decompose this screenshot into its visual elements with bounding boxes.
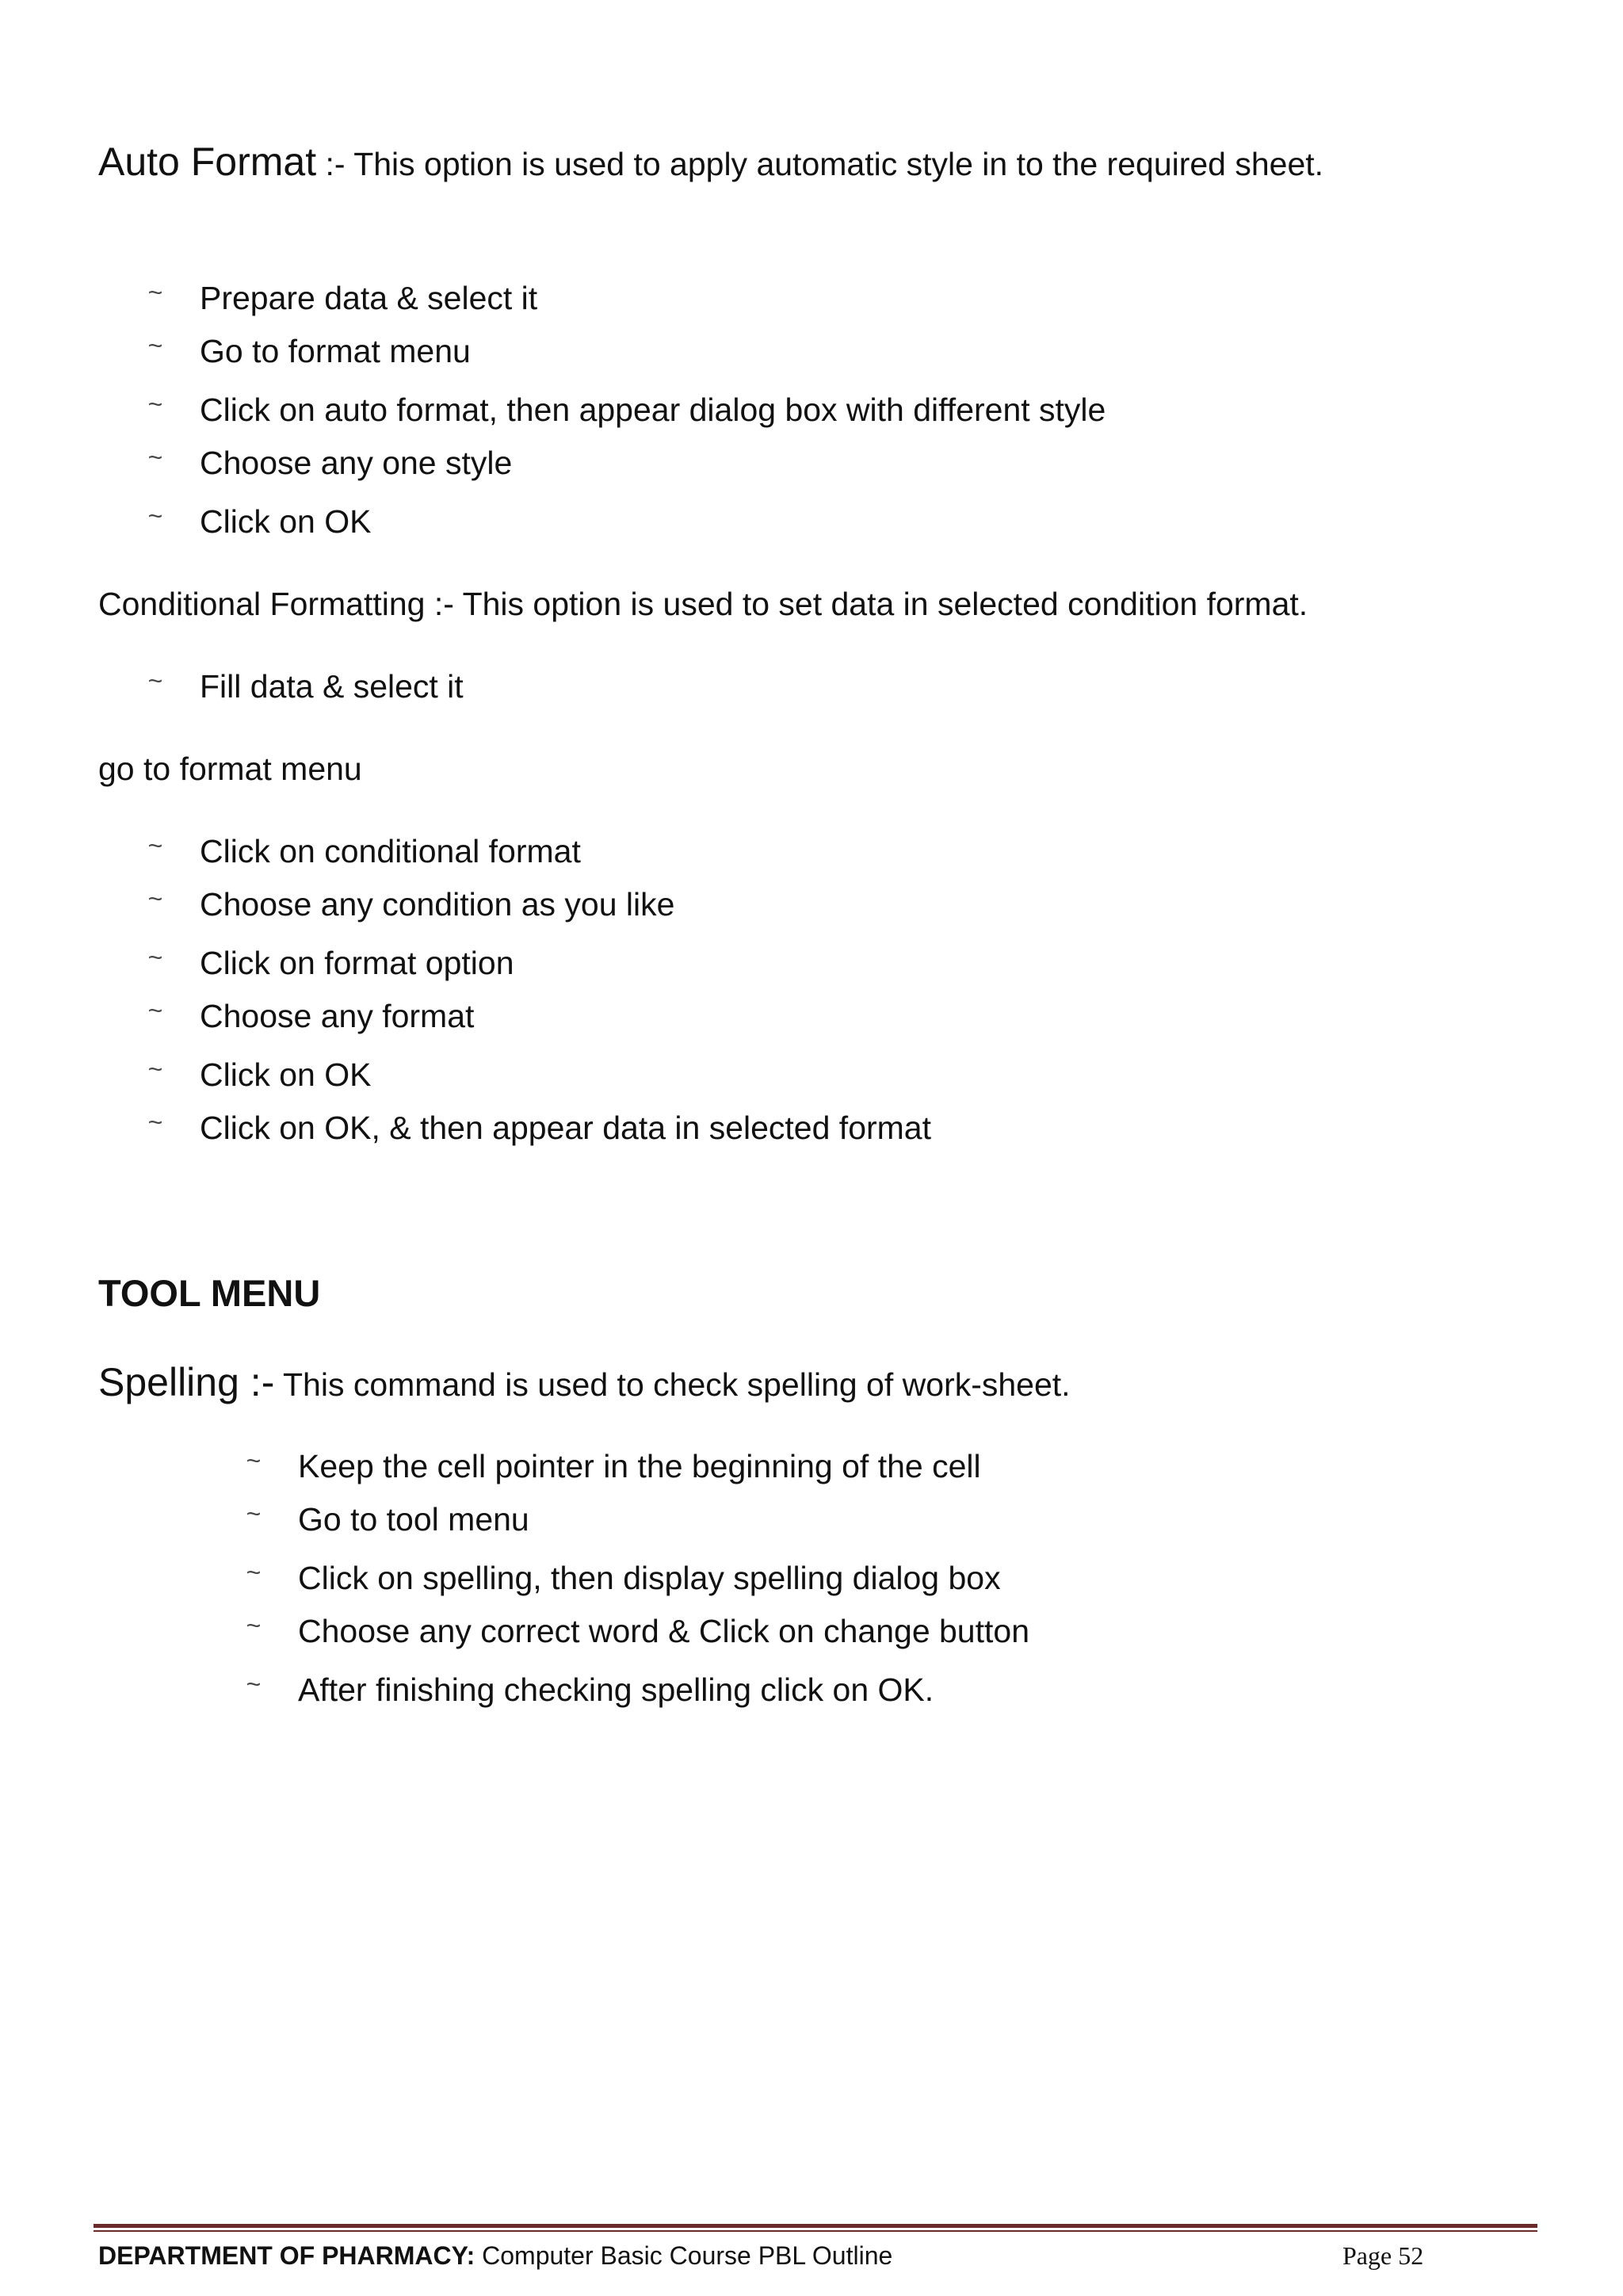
- footer-department: DEPARTMENT OF PHARMACY:: [98, 2241, 475, 2270]
- tilde-bullet-icon: ~: [147, 884, 163, 913]
- tilde-bullet-icon: ~: [147, 331, 163, 360]
- list-item-text: Prepare data & select it: [200, 280, 538, 316]
- tilde-bullet-icon: ~: [147, 390, 163, 418]
- list-item: [244, 1499, 529, 1542]
- tilde-bullet-icon: ~: [147, 1055, 163, 1083]
- list-item-text: Click on format option: [200, 945, 514, 981]
- tilde-bullet-icon: ~: [147, 831, 163, 860]
- spelling-description: This command is used to check spelling of work-sheet.: [283, 1366, 1071, 1403]
- tilde-bullet-icon: ~: [246, 1611, 262, 1640]
- footer-rule-thin: [94, 2230, 1537, 2232]
- conditional-formatting-paragraph: Conditional Formatting :- This option is used to set data in selected condition format.: [98, 586, 1308, 622]
- list-item-text: Choose any one style: [200, 445, 513, 481]
- list-item-text: Click on OK: [200, 1056, 372, 1093]
- tilde-bullet-icon: ~: [246, 1446, 262, 1475]
- tilde-bullet-icon: ~: [147, 667, 163, 695]
- page-number: Page 52: [1342, 2241, 1424, 2270]
- list-item-text: Click on OK, & then appear data in selected format: [200, 1110, 932, 1146]
- list-item-text: Go to tool menu: [298, 1501, 529, 1538]
- tilde-bullet-icon: ~: [147, 943, 163, 972]
- auto-format-paragraph: [98, 141, 1323, 185]
- list-item: [146, 1054, 371, 1098]
- footer-course-line: [98, 2240, 892, 2271]
- list-item: [146, 666, 464, 709]
- section-heading: TOOL MENU: [98, 1272, 321, 1314]
- list-item: [244, 1557, 1001, 1601]
- list-item: [146, 442, 512, 486]
- list-item: [244, 1446, 981, 1489]
- list-item: [146, 330, 471, 374]
- list-item: [244, 1669, 934, 1713]
- list-item: [146, 831, 581, 874]
- list-item-text: Choose any format: [200, 998, 475, 1034]
- tilde-bullet-icon: ~: [246, 1499, 262, 1528]
- list-item-text: Choose any correct word & Click on change button: [298, 1613, 1030, 1649]
- list-item-text: Click on conditional format: [200, 833, 581, 869]
- tilde-bullet-icon: ~: [147, 278, 163, 307]
- tilde-bullet-icon: ~: [246, 1670, 262, 1698]
- footer-rule: [94, 2224, 1537, 2228]
- list-item-text: Fill data & select it: [200, 668, 464, 705]
- footer-course: Computer Basic Course PBL Outline: [475, 2241, 893, 2270]
- list-item: [146, 942, 514, 986]
- list-item-text: Click on auto format, then appear dialog box with different style: [200, 392, 1106, 428]
- list-item: [146, 501, 371, 544]
- auto-format-term: Auto Format: [98, 139, 317, 184]
- list-item: [146, 884, 674, 927]
- list-item: [146, 389, 1106, 433]
- list-item: [146, 277, 537, 321]
- tilde-bullet-icon: ~: [147, 443, 163, 472]
- list-item: [244, 1610, 1029, 1654]
- list-item-text: Click on OK: [200, 503, 372, 540]
- list-item: [146, 995, 474, 1039]
- spelling-term: Spelling :-: [98, 1360, 275, 1404]
- tilde-bullet-icon: ~: [147, 996, 163, 1025]
- list-item-text: Keep the cell pointer in the beginning of the cell: [298, 1448, 981, 1484]
- list-item: [146, 1107, 931, 1151]
- auto-format-description: :- This option is used to apply automatic style in to the required sheet.: [325, 146, 1324, 182]
- list-item-text: Choose any condition as you like: [200, 886, 675, 923]
- tilde-bullet-icon: ~: [147, 502, 163, 530]
- spelling-paragraph: [98, 1362, 1071, 1405]
- list-item-text: After finishing checking spelling click on OK.: [298, 1671, 934, 1708]
- tilde-bullet-icon: ~: [246, 1558, 262, 1587]
- list-item-text: Click on spelling, then display spelling dialog box: [298, 1560, 1001, 1596]
- list-item-text: Go to format menu: [200, 333, 471, 369]
- tilde-bullet-icon: ~: [147, 1108, 163, 1137]
- plain-line: go to format menu: [98, 751, 362, 787]
